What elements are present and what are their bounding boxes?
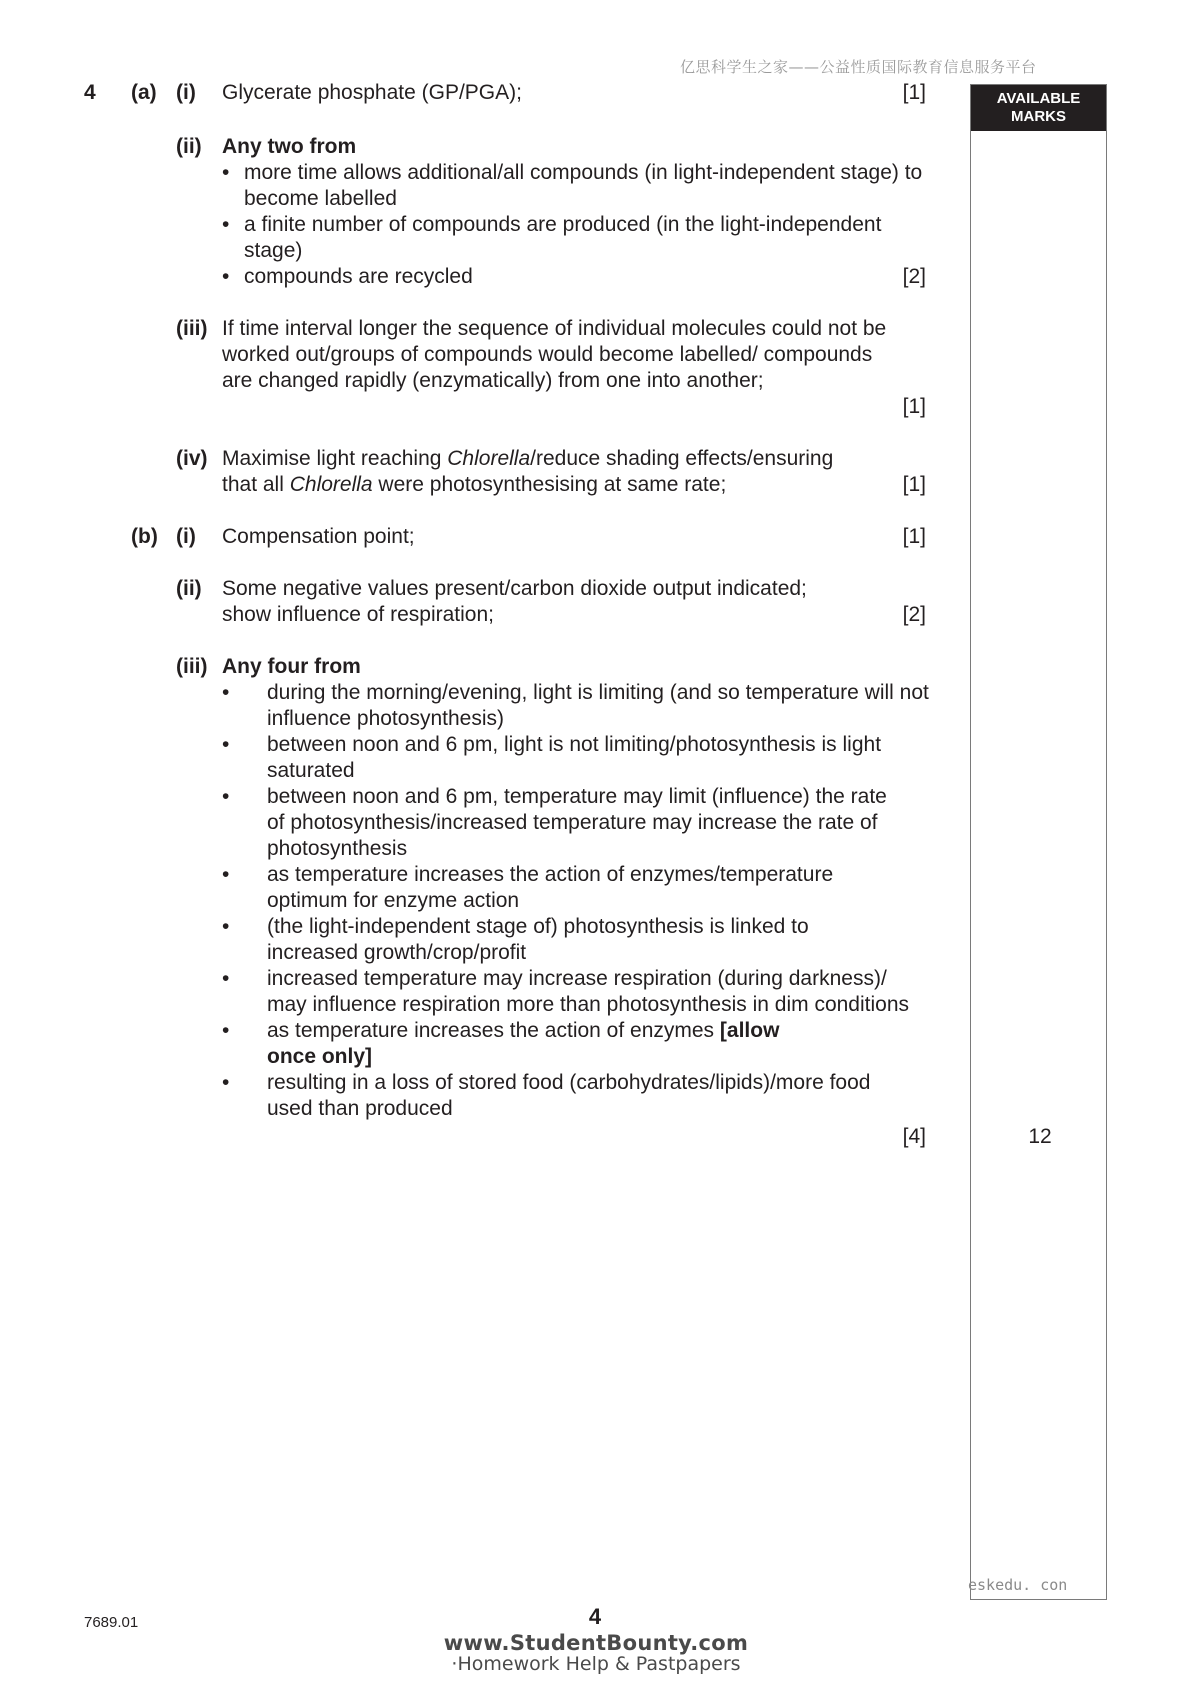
list-item: • as temperature increases the action of enzymes [allow once only] — [222, 1019, 780, 1068]
list-item: • more time allows additional/all compounds (in light-independent stage) to become labelled — [222, 161, 923, 210]
total-marks: 12 — [1028, 1125, 1052, 1148]
list-item: • during the morning/evening, light is limiting (and so temperature will not influence photosynthesis) — [222, 681, 929, 730]
a-ii-label: (ii) — [176, 135, 202, 158]
b-ii-line2: show influence of respiration; — [222, 603, 494, 626]
a-i-label: (i) — [176, 81, 196, 104]
a-iv-mark: [1] — [902, 473, 926, 496]
b-ii-label: (ii) — [176, 577, 202, 600]
list-item: • (the light-independent stage of) photosynthesis is linked to increased growth/crop/profit — [222, 915, 809, 964]
b-iii-block — [222, 654, 934, 1122]
a-i-answer: Glycerate phosphate (GP/PGA); — [222, 81, 522, 104]
watermark-text: 亿思科学生之家——公益性质国际教育信息服务平台 — [680, 58, 1037, 76]
a-iii-mark: [1] — [902, 395, 926, 418]
a-i-mark: [1] — [902, 81, 926, 104]
studentbounty-logo — [440, 1632, 752, 1674]
a-ii-block — [222, 134, 927, 290]
marks-header-line1: AVAILABLE — [996, 90, 1081, 107]
b-iii-heading: Any four from — [222, 655, 361, 678]
available-marks-header — [971, 85, 1106, 131]
a-iv-label: (iv) — [176, 447, 208, 470]
page-number: 4 — [588, 1604, 602, 1629]
b-ii-mark: [2] — [902, 603, 926, 626]
b-iii-mark: [4] — [902, 1125, 926, 1148]
a-iii-answer: If time interval longer the sequence of individual molecules could not be worked out/groups of compounds would become labelled/ compounds are changed rapidly (enzymatically) from one into another; — [222, 317, 887, 392]
a-ii-mark: [2] — [902, 265, 926, 288]
b-ii-line1: Some negative values present/carbon dioxide output indicated; — [222, 577, 807, 600]
marks-header-line2: MARKS — [1011, 108, 1066, 125]
list-item: • between noon and 6 pm, light is not limiting/photosynthesis is light saturated — [222, 733, 882, 782]
allow-once-note: [allow once only] — [267, 1019, 780, 1068]
available-marks-column — [970, 84, 1107, 1600]
list-item: • as temperature increases the action of enzymes/temperature optimum for enzyme action — [222, 863, 834, 912]
paper-code: 7689.01 — [84, 1614, 139, 1631]
b-iii-label: (iii) — [176, 655, 208, 678]
list-item: • compounds are recycled — [222, 265, 473, 288]
b-iii-bullet-list — [222, 680, 934, 1122]
list-item: • a finite number of compounds are produced (in the light-independent stage) — [222, 213, 882, 262]
logo-line2: ·Homework Help & Pastpapers — [451, 1653, 741, 1675]
a-iii-label: (iii) — [176, 317, 208, 340]
list-item: • between noon and 6 pm, temperature may limit (influence) the rate of photosynthesis/increased temperature may increase the rate of photosynthesis — [222, 785, 887, 860]
b-ii-answer — [222, 576, 927, 628]
part-b-label: (b) — [131, 525, 158, 548]
logo-line1: www.StudentBounty.com — [443, 1631, 749, 1655]
list-item: • increased temperature may increase respiration (during darkness)/ may influence respiration more than photosynthesis in dim conditions — [222, 967, 910, 1016]
eskedu-watermark: eskedu. con — [968, 1576, 1068, 1594]
b-i-mark: [1] — [902, 525, 926, 548]
b-i-label: (i) — [176, 525, 196, 548]
a-ii-bullet-list — [222, 160, 927, 290]
question-number: 4 — [84, 81, 96, 104]
list-item: • resulting in a loss of stored food (carbohydrates/lipids)/more food used than produced — [222, 1071, 871, 1120]
a-iv-answer: Maximise light reaching Chlorella/reduce shading effects/ensuring that all Chlorella were photosynthesising at same rate; — [222, 447, 834, 496]
b-i-answer: Compensation point; — [222, 525, 415, 548]
a-ii-heading: Any two from — [222, 135, 357, 158]
part-a-label: (a) — [131, 81, 157, 104]
